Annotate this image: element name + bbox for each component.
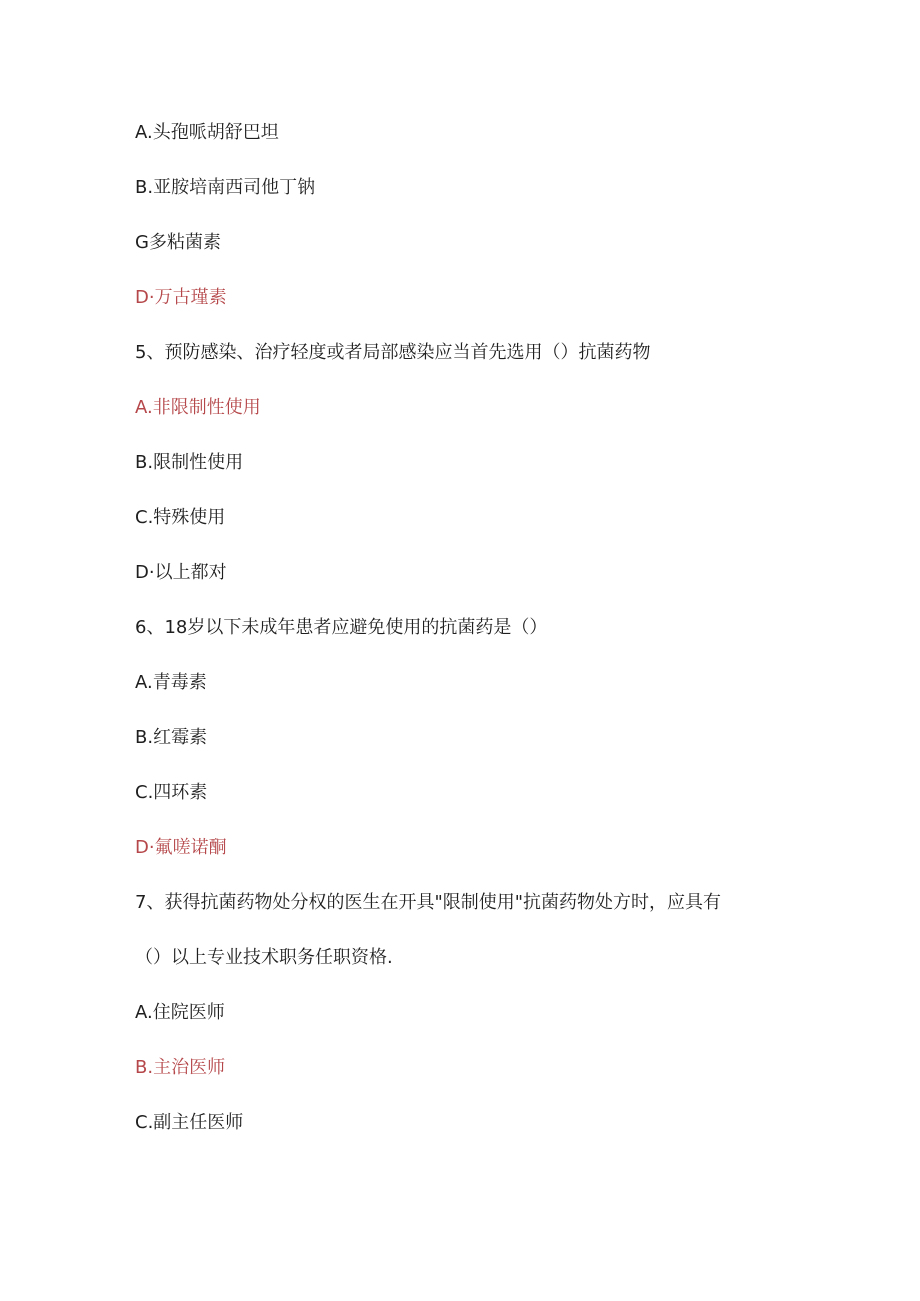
option-line: B.红霉素: [135, 727, 208, 748]
answer-option-line: B.主治医师: [135, 1057, 226, 1078]
question-line: 5、预防感染、治疗轻度或者局部感染应当首先选用（）抗菌药物: [135, 342, 651, 363]
option-line: D·以上都对: [135, 562, 227, 583]
question-line: 7、获得抗菌药物处分权的医生在开具"限制使用"抗菌药物处方时，应具有: [135, 892, 722, 913]
option-line: A.头孢哌胡舒巴坦: [135, 122, 279, 143]
option-line: B.限制性使用: [135, 452, 244, 473]
option-line: C.四环素: [135, 782, 208, 803]
answer-option-line: D·氟嗟诺酮: [135, 837, 227, 858]
option-line: A.住院医师: [135, 1002, 225, 1023]
option-line: B.亚胺培南西司他丁钠: [135, 177, 316, 198]
option-line: G多粘菌素: [135, 232, 221, 253]
option-line: C.副主任医师: [135, 1112, 244, 1133]
answer-option-line: A.非限制性使用: [135, 397, 261, 418]
question-line-continued: （）以上专业技术职务任职资格.: [135, 947, 393, 968]
answer-option-line: D·万古瑾素: [135, 287, 227, 308]
option-line: C.特殊使用: [135, 507, 226, 528]
option-line: A.青毒素: [135, 672, 207, 693]
question-line: 6、18岁以下未成年患者应避免使用的抗菌药是（）: [135, 617, 548, 638]
